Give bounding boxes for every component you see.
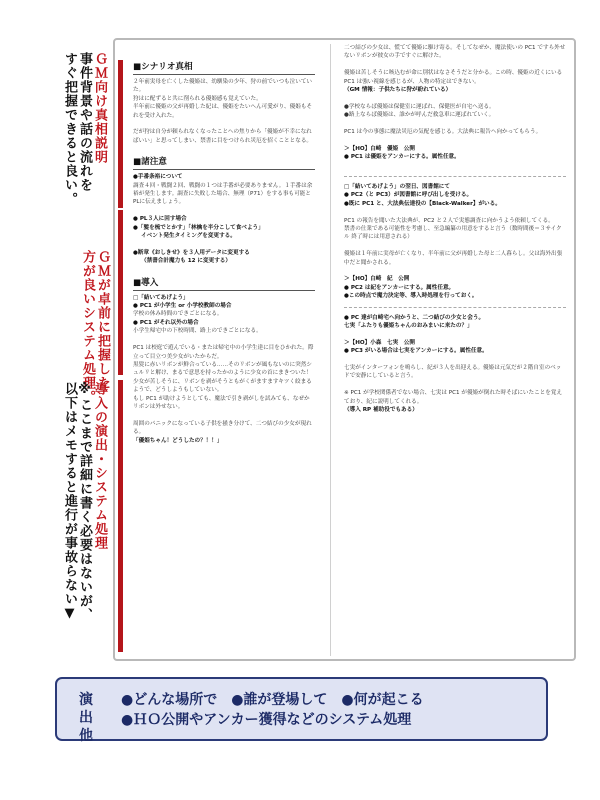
intro-quote: 「優姫ちゃん！どうしたの？！！」: [133, 437, 223, 444]
summary-line-1: ●どんな場所で ●誰が登場して ●何が起こる: [121, 692, 424, 708]
ho1-title: ＞【HO】白崎 優姫 公開: [344, 145, 415, 152]
ho3-title: ＞【HO】小森 七実 公開: [344, 339, 415, 346]
left-column: [133, 62, 315, 445]
right-para-3: PC1 は今の事態に魔法災厄の気配を感じる。大法典に報告へ向かってもらう。: [344, 129, 542, 136]
side-note-system-line1: ＧＭが卓前に把握した: [95, 250, 110, 390]
section-heading-truth: ■シナリオ真相: [133, 62, 315, 75]
side-note-truth-line3: すぐ把握できると良い。: [62, 52, 77, 206]
intro-para-1: PC1 は校庭で遊んでいる・または帰宅中の小学生達に目をひかれた。際立って目立つ美少女がいたからだ。: [133, 345, 314, 360]
right-para-4: PC1 の報告を聞いた大法典が、PC2 と２人で実態調査に向かうよう依頼してくる。: [344, 217, 554, 224]
intro-para-5: 周囲のパニックになっている子供を掻き分けて、二つ結びの少女が現れる。: [133, 420, 312, 436]
section-heading-notes: ■諸注意: [133, 157, 315, 170]
right-gm-note: （GM 情報：子供たちに狩が紛れている）: [344, 87, 452, 94]
right-column: [344, 44, 566, 414]
intro-case2-title: ● PC1 がそれ以外の場合: [133, 319, 199, 326]
note2-title: ● PL３人に回す場合: [133, 216, 187, 223]
side-note-intro-line2: ※ここまで詳細に書く必要はないが、: [77, 382, 92, 622]
right-para-6: 優姫は１年前に実母が亡くなり、半年前に父が再婚した母と二人暮らし。父は海外出張中だと聞かされる。: [344, 251, 563, 266]
ho2-bullet-2: ●この時点で魔力決定等、導入時処理を行っておく。: [344, 293, 478, 300]
side-note-system: [80, 250, 110, 404]
right-bullet-school: ●学校ならば優姫は保健室に運ばれ、保健医が自宅へ送る。: [344, 103, 495, 110]
section-heading-intro: ■導入: [133, 278, 315, 291]
scene2-title: □「結いてあげよう」の翌日、図書館にて: [344, 184, 450, 191]
ho2-title: ＞【HO】白崎 紀 公開: [344, 276, 410, 283]
divider-2: [344, 307, 566, 308]
ho3-bullet-1: ● PC3 がいる場合は七実をアンカーにする。属性任意。: [344, 348, 488, 355]
intro-para-4: もし PC1 が助けようとしても、魔法で引き剥がしを試みても、なぜかリボンは外せない。: [133, 395, 310, 410]
intro-scene-title: □「結いてあげよう」: [133, 294, 189, 301]
right-para-5: 禁書の仕業である可能性を考慮し、至急編纂の用意をすると言う（数時間後＝３サイクル 終了時には用意される）: [344, 226, 562, 241]
intro-case1-title: ● PC1 が小学生 or 小学校教師の場合: [133, 303, 232, 310]
intro-para-3: 少女が苦しそうに、リボンを剥がそうともがくがますますキツく絞まるようで、どうしようもしていない。: [133, 378, 312, 394]
right-para-7: 七実がインターフォンを鳴らし、紀が３人を出迎える。優姫は元気だが２階自室のベッドで安静にしていると言う。: [344, 365, 562, 380]
side-note-intro-line1: 導入の演出・システム処理: [92, 382, 107, 550]
right-para-8: ※ PC1 が学校関係者でない場合、七実は PC1 が優姫が倒れた時そばにいたことを覚えており、紀に説明してくれる。: [344, 390, 563, 405]
truth-para-3: 半年前に優姫の父が再婚した紀は、優姫をたいへん可愛がり、優姫もそれを受け入れた。: [133, 104, 313, 119]
summary-line-2: ●ＨＯ公開やアンカー獲得などのシステム処理: [121, 712, 412, 728]
ho2-bullet-1: ● PC2 は紀をアンカーにする。属性任意。: [344, 284, 455, 291]
note3-title: ●断章《おしきせ》を３人用データに変更する: [133, 249, 250, 256]
summary-box: [55, 677, 548, 744]
scene2-bullet-1: ● PC2（と PC3）が図書館に呼び出しを受ける。: [344, 192, 473, 199]
right-rp-note: （導入 RP 補助役でもある）: [344, 407, 418, 414]
scene2-bullet-2: ●既に PC1 と、大法典伝達役の【Black-Walker】がいる。: [344, 200, 501, 207]
side-note-truth-line2: 事件背景や話の流れを: [77, 52, 92, 192]
note2-sub1: ●「髪を梳でとかす」「林檎を半分こして食べよう」: [133, 224, 264, 231]
side-note-truth: [62, 52, 107, 206]
side-note-intro-line3: 以下はメモすると進行が事故らない▼: [62, 382, 77, 622]
truth-para-4: だが狩は自分が頼られなくなったことへの焦りから「優姫が不幸になればいい」と思ってしまい、禁書に目をつけられ災厄を招くこととなる。: [133, 129, 313, 144]
red-bar-truth: [118, 60, 123, 208]
right-bullet-street: ●路上ならば優姫は、誰かが呼んだ救急車に運ばれていく。: [344, 112, 495, 119]
intro-para-2: 黒髪に赤いリボンが鮮合っている……そのリボンが風もないのに突然シュルリと解け、まるで意思を持ったかのように少女の首にまきついた！: [133, 361, 313, 377]
divider-1: [344, 176, 566, 177]
red-bar-notes: [118, 210, 123, 375]
summary-label: 演出他: [79, 692, 93, 744]
side-note-truth-line1: ＧＭ向け真相説明: [92, 52, 107, 164]
red-bar-intro: [118, 380, 123, 652]
intro-case2-body: 小学生帰宅中の下校時間、路上のできごとになる。: [133, 328, 262, 335]
note2-sub2: イベント発生タイミングを変更する。: [141, 233, 236, 240]
truth-para-2: 狩はに配ずると共に削られる優姫感も覚えていた。: [133, 95, 262, 102]
side-note-intro: [62, 382, 107, 622]
intro-case1-body: 学校の休み時間のできごとになる。: [133, 311, 223, 318]
right-para-1: 二つ結びの少女は、慌てて優姫に駆け寄る。そしてなぜか、魔法使いの PC1 ですら外せないリボンが彼女の手ですぐに解けた。: [344, 45, 566, 60]
column-divider: [330, 44, 331, 656]
note1-body: 調査４回・戦闘２回、戦闘の１つは手番が必要ありません。１手番は余裕が発生します。調査に失敗した場合、無理（P71）をする事も可能とPLに伝えましょう。: [133, 182, 313, 206]
side-note-system-line2: 方が良いシステム処理。: [80, 250, 95, 404]
right-para-2: 優姫は苦しそうに咳込むが命に別状はなさそうだと分かる。この時、優姫の近くにいる PC1 は強い視線を感じるが、人物の特定はできない。: [344, 70, 563, 85]
ho1-body: ● PC1 は優姫をアンカーにする。属性任意。: [344, 154, 460, 161]
scene3-line-2: 七実「ふたりも優姫ちゃんのおみまいに来たの？」: [344, 323, 473, 330]
note1-title: ●手番条裕について: [133, 174, 183, 181]
scene3-bullet-1: ● PC 達が白崎宅へ向かうと、二つ結びの少女と会う。: [344, 314, 485, 321]
note3-sub: （禁書合計魔力も 12 に変更する）: [141, 258, 231, 265]
truth-para-1: ２年前実母を亡くした優姫は、幼馴染の少年、狩の前でいつも泣いていた。: [133, 79, 313, 94]
